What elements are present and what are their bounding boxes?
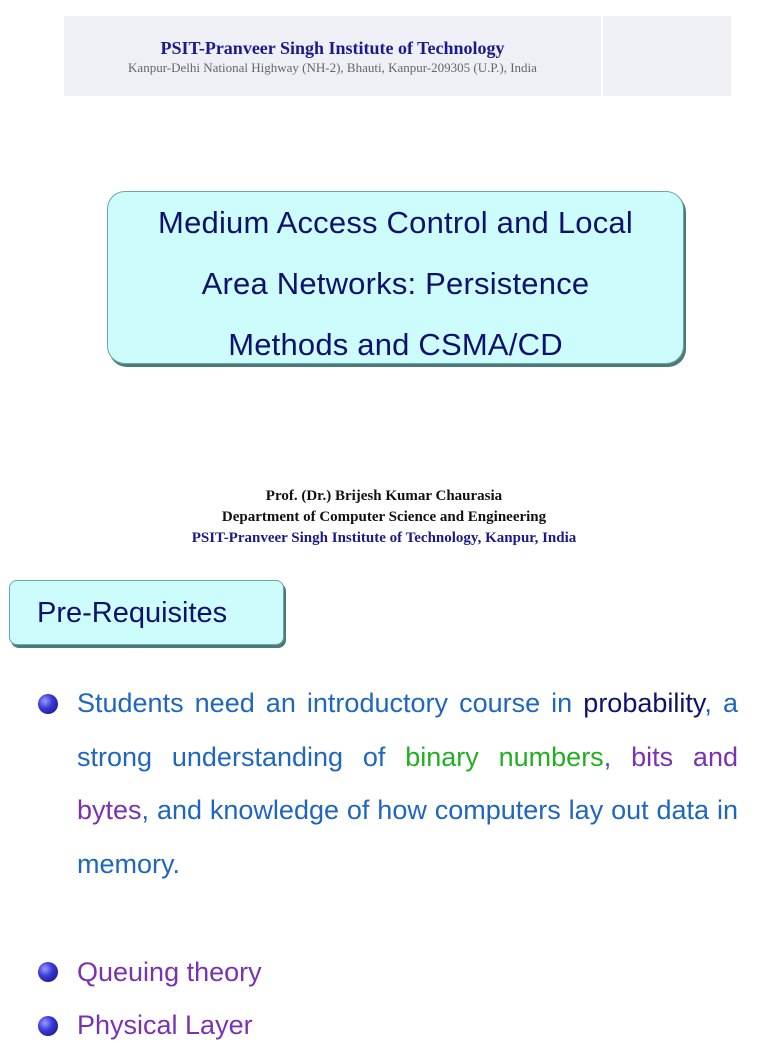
bullet1-text-intro: Students need an introductory course in (77, 688, 573, 718)
bullet-icon (38, 1016, 58, 1036)
bullet-queuing-theory: Queuing theory (77, 957, 262, 987)
title-line-3: Methods and CSMA/CD (228, 327, 563, 362)
author-block (0, 486, 768, 549)
bullet1-text-comma: , (603, 741, 612, 772)
bullet-icon (38, 962, 58, 982)
slide-header (64, 16, 731, 96)
title-line-1: Medium Access Control and Local (158, 205, 633, 240)
institute-address: Kanpur-Delhi National Highway (NH-2), Bhauti, Kanpur-209305 (U.P.), India (128, 60, 537, 75)
bullet-students-need (77, 677, 738, 891)
author-name: Prof. (Dr.) Brijesh Kumar Chaurasia (265, 488, 503, 504)
header-divider (601, 16, 603, 96)
author-department: Department of Computer Science and Engineering (221, 509, 547, 525)
bullet1-text-knowledge: , and knowledge of how computers lay out data in memory. (77, 795, 738, 879)
title-line-2: Area Networks: Persistence (201, 266, 590, 301)
prerequisites-heading-box (9, 580, 284, 645)
prerequisites-heading: Pre-Requisites (37, 597, 228, 629)
bullet-physical-layer: Physical Layer (77, 1010, 253, 1040)
slide-title-box (107, 191, 684, 364)
institute-name: PSIT-Pranveer Singh Institute of Technology (160, 38, 505, 58)
bullet1-text-understanding: , a strong understanding of (77, 688, 738, 772)
author-institute: PSIT-Pranveer Singh Institute of Technology, Kanpur, India (191, 530, 577, 546)
bullet1-text-bits-and-bytes: bits and bytes (77, 741, 738, 825)
bullet1-text-binary-numbers: binary numbers (405, 741, 604, 772)
header-institute-panel (64, 16, 601, 96)
bullet1-text-probability: probability (583, 688, 705, 718)
bullet-icon (38, 694, 58, 714)
